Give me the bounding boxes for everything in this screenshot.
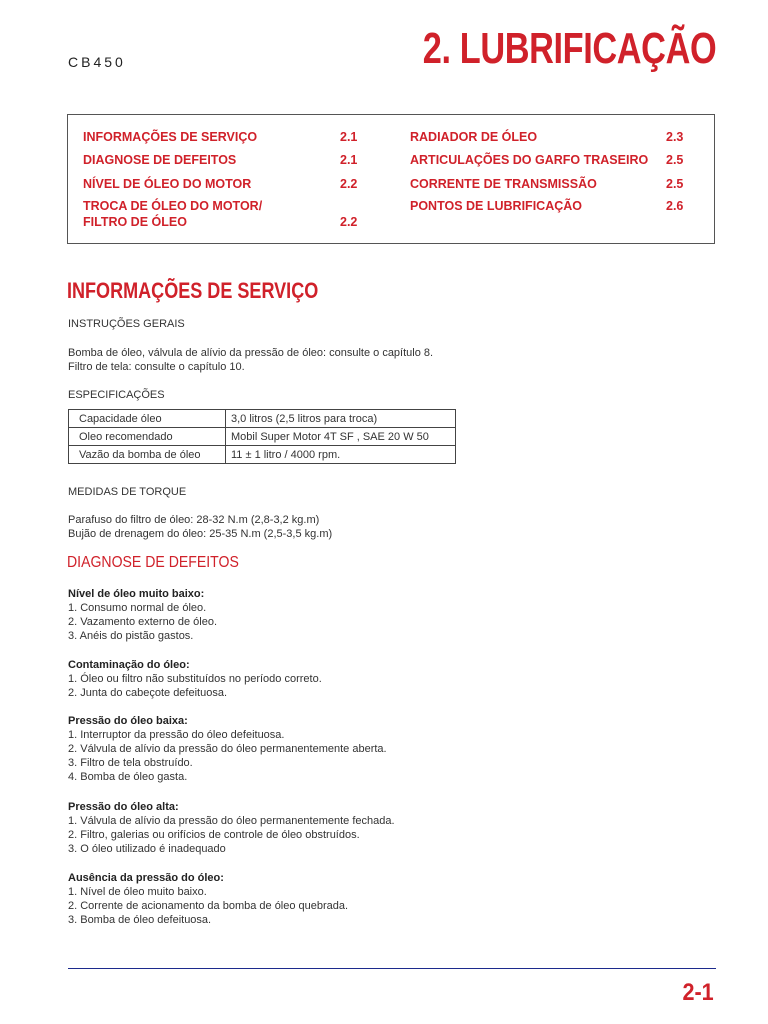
toc-item-drive-chain[interactable]: CORRENTE DE TRANSMISSÃO [410, 177, 597, 191]
torque-line: Bujão de drenagem do óleo: 25-35 N.m (2,5-3,5 kg.m) [68, 528, 333, 540]
toc-item-oil-change[interactable]: TROCA DE ÓLEO DO MOTOR/ [83, 199, 263, 213]
specifications-table [68, 409, 456, 464]
toc-page: 2.1 [340, 153, 358, 167]
toc-page: 2.5 [666, 177, 684, 191]
diagnosis-item: 1. Consumo normal de óleo. [68, 602, 207, 614]
torque-line: Parafuso do filtro de óleo: 28-32 N.m (2,8-3,2 kg.m) [68, 514, 320, 526]
spec-value: 11 ± 1 litro / 4000 rpm. [226, 446, 456, 464]
diagnosis-item: 1. Interruptor da pressão do óleo defeituosa. [68, 729, 285, 741]
spec-name: Vazão da bomba de óleo [69, 446, 226, 464]
toc-page: 2.2 [340, 177, 358, 191]
toc-page: 2.1 [340, 130, 358, 144]
diagnosis-item: 1. Óleo ou filtro não substituídos no período correto. [68, 673, 322, 685]
toc-page: 2.3 [666, 130, 684, 144]
diagnosis-item: 2. Filtro, galerias ou orifícios de controle de óleo obstruídos. [68, 829, 360, 841]
general-line: Filtro de tela: consulte o capítulo 10. [68, 361, 245, 373]
model-label: CB450 [68, 54, 126, 70]
section-heading-service-info: INFORMAÇÕES DE SERVIÇO [67, 278, 319, 303]
toc-item-service-info[interactable]: INFORMAÇÕES DE SERVIÇO [83, 130, 258, 144]
section-heading-diagnosis: DIAGNOSE DE DEFEITOS [67, 554, 239, 571]
toc-item-engine-oil-level[interactable]: NÍVEL DE ÓLEO DO MOTOR [83, 177, 252, 191]
diagnosis-item: 3. Filtro de tela obstruído. [68, 757, 193, 769]
torque-label: MEDIDAS DE TORQUE [68, 486, 187, 498]
diagnosis-group-title: Pressão do óleo baixa: [68, 715, 188, 727]
diagnosis-item: 3. Anéis do pistão gastos. [68, 630, 194, 642]
general-line: Bomba de óleo, válvula de alívio da pressão de óleo: consulte o capítulo 8. [68, 347, 434, 359]
diagnosis-item: 3. Bomba de óleo defeituosa. [68, 914, 212, 926]
footer-divider [68, 968, 716, 969]
table-row [69, 410, 456, 428]
page-number: 2-1 [682, 979, 714, 1006]
diagnosis-item: 1. Nível de óleo muito baixo. [68, 886, 207, 898]
diagnosis-group-title: Contaminação do óleo: [68, 659, 190, 671]
spec-value: 3,0 litros (2,5 litros para troca) [226, 410, 456, 428]
toc-page: 2.2 [340, 215, 358, 229]
diagnosis-group-title: Pressão do óleo alta: [68, 801, 179, 813]
diagnosis-group-title: Nível de óleo muito baixo: [68, 588, 205, 600]
diagnosis-item: 2. Válvula de alívio da pressão do óleo permanentemente aberta. [68, 743, 387, 755]
chapter-title: 2. LUBRIFICAÇÃO [422, 24, 716, 73]
diagnosis-item: 2. Junta do cabeçote defeituosa. [68, 687, 228, 699]
toc-item-oil-change-line2[interactable]: FILTRO DE ÓLEO [83, 215, 187, 229]
spec-name: Capacidade óleo [69, 410, 226, 428]
diagnosis-item: 3. O óleo utilizado é inadequado [68, 843, 226, 855]
table-of-contents [67, 114, 715, 244]
table-row [69, 428, 456, 446]
diagnosis-item: 2. Corrente de acionamento da bomba de óleo quebrada. [68, 900, 349, 912]
table-row [69, 446, 456, 464]
toc-item-swingarm-pivots[interactable]: ARTICULAÇÕES DO GARFO TRASEIRO [410, 153, 649, 167]
toc-item-lubrication-points[interactable]: PONTOS DE LUBRIFICAÇÃO [410, 199, 582, 213]
toc-item-oil-radiator[interactable]: RADIADOR DE ÓLEO [410, 130, 538, 144]
spec-name: Oleo recomendado [69, 428, 226, 446]
toc-page: 2.6 [666, 199, 684, 213]
toc-item-diagnosis[interactable]: DIAGNOSE DE DEFEITOS [83, 153, 237, 167]
general-instructions-label: INSTRUÇÕES GERAIS [68, 318, 185, 330]
diagnosis-item: 1. Válvula de alívio da pressão do óleo permanentemente fechada. [68, 815, 395, 827]
specifications-label: ESPECIFICAÇÕES [68, 389, 165, 401]
diagnosis-item: 4. Bomba de óleo gasta. [68, 771, 188, 783]
diagnosis-group-title: Ausência da pressão do óleo: [68, 872, 224, 884]
diagnosis-item: 2. Vazamento externo de óleo. [68, 616, 218, 628]
toc-page: 2.5 [666, 153, 684, 167]
spec-value: Mobil Super Motor 4T SF , SAE 20 W 50 [226, 428, 456, 446]
